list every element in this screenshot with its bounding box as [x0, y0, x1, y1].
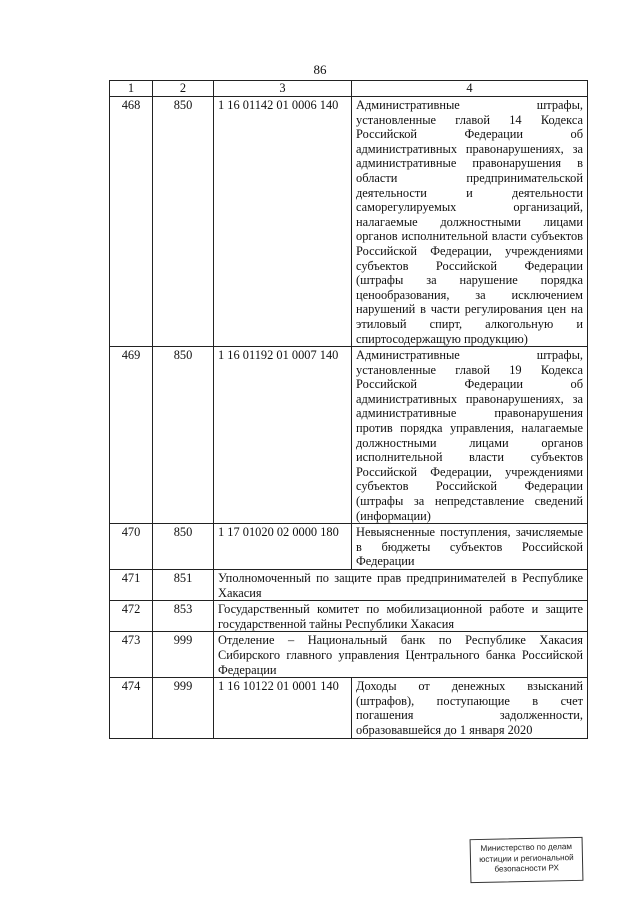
administrator-code: 999 [153, 678, 214, 738]
administrator-code: 850 [153, 97, 214, 347]
administrator-row [110, 601, 588, 632]
page-number: 86 [313, 62, 327, 77]
budget-classification-code: 1 16 10122 01 0001 140 [214, 678, 352, 738]
administrator-code: 999 [153, 632, 214, 678]
header-cell-1: 1 [110, 81, 153, 97]
administrator-name: Отделение – Национальный банк по Республике Хакасия Сибирского главного управления Центрального банка Российской Федерации [214, 632, 588, 678]
administrator-code: 850 [153, 347, 214, 524]
table-row [110, 524, 588, 570]
ministry-stamp [470, 837, 584, 883]
administrator-name: Уполномоченный по защите прав предпринимателей в Республике Хакасия [214, 570, 588, 601]
table-row [110, 347, 588, 524]
table-row [110, 678, 588, 738]
row-number: 472 [110, 601, 153, 632]
row-number: 468 [110, 97, 153, 347]
header-cell-2: 2 [153, 81, 214, 97]
header-cell-4: 4 [352, 81, 588, 97]
stamp-line: юстиции и региональной [479, 852, 574, 864]
administrator-code: 850 [153, 524, 214, 570]
administrator-row [110, 570, 588, 601]
administrator-row [110, 632, 588, 678]
row-number: 474 [110, 678, 153, 738]
revenue-description: Доходы от денежных взысканий (штрафов), поступающие в счет погашения задолженности, образовавшейся до 1 января 2020 [352, 678, 588, 738]
administrator-name: Государственный комитет по мобилизационной работе и защите государственной тайны Республики Хакасия [214, 601, 588, 632]
table-row [110, 97, 588, 347]
revenue-description: Административные штрафы, установленные главой 14 Кодекса Российской Федерации об административных правонарушениях, за административные правонарушения в области предпринимательской деятельности и деятельности саморегулируемых организаций, налагаемые должностными лицами органов исполнительной власти субъектов Российской Федерации, учреждениями субъектов Российской Федерации (штрафы за нарушение порядка ценообразования, за исключением нарушений в части регулирования цен на этиловый спирт, алкогольную и спиртосодержащую продукцию) [352, 97, 588, 347]
row-number: 473 [110, 632, 153, 678]
budget-classification-code: 1 17 01020 02 0000 180 [214, 524, 352, 570]
stamp-line: Министерство по делам [480, 842, 573, 853]
stamp-line: безопасности РХ [494, 863, 560, 874]
row-number: 470 [110, 524, 153, 570]
revenue-description: Невыясненные поступления, зачисляемые в бюджеты субъектов Российской Федерации [352, 524, 588, 570]
revenue-description: Административные штрафы, установленные главой 19 Кодекса Российской Федерации об административных правонарушениях, за административные правонарушения против порядка управления, налагаемые должностными лицами органов исполнительной власти субъектов Российской Федерации, учреждениями субъектов Российской Федерации (штрафы за непредставление сведений (информации) [352, 347, 588, 524]
table-header-row [110, 81, 588, 97]
administrator-code: 851 [153, 570, 214, 601]
budget-classification-code: 1 16 01142 01 0006 140 [214, 97, 352, 347]
budget-classification-code: 1 16 01192 01 0007 140 [214, 347, 352, 524]
row-number: 469 [110, 347, 153, 524]
administrator-code: 853 [153, 601, 214, 632]
revenue-table [109, 80, 588, 739]
header-cell-3: 3 [214, 81, 352, 97]
row-number: 471 [110, 570, 153, 601]
